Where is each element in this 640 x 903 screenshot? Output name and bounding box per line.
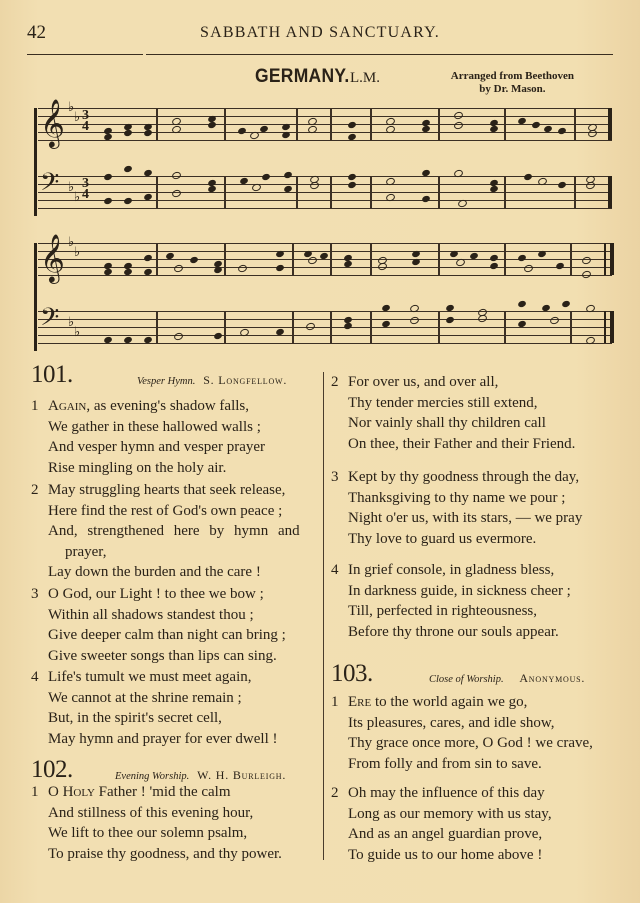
- hymn-102-verse-2: 2 For over us, and over all, Thy tender mercies still extend, Nor vainly shall thy children call On thee, their Father and their Friend.: [331, 374, 576, 452]
- tune-meter: L.M.: [350, 70, 380, 86]
- treble-clef-icon: 𝄞: [40, 98, 65, 147]
- running-title: SABBATH AND SANCTUARY.: [200, 24, 440, 41]
- flat-icon: ♭: [74, 325, 81, 340]
- treble-clef-icon: 𝄞: [40, 233, 65, 282]
- tune-arranger: [451, 70, 574, 96]
- hymn-101-verse-1: 1 Again, as evening's shadow falls, We gather in these hallowed walls ; And vesper hymn and vesper prayer Rise mingling on the holy air.: [31, 398, 266, 476]
- treble-staff: [38, 233, 612, 282]
- bass-staff: [38, 168, 612, 208]
- column-divider: [323, 372, 324, 860]
- page-number: 42: [27, 22, 46, 43]
- hymn-title: Close of Worship.: [429, 674, 504, 685]
- hymn-102-verse-4: 4 In grief console, in gladness bless, In darkness guide, in sickness cheer ; Till, perfected in righteousness, Before thy throne our souls appear.: [331, 562, 571, 640]
- arranger-line-2: by Dr. Mason.: [479, 83, 546, 95]
- flat-icon: ♭: [74, 245, 81, 260]
- flat-icon: ♭: [74, 190, 81, 205]
- flat-icon: ♭: [68, 180, 75, 195]
- bass-clef-icon: 𝄢: [40, 303, 60, 338]
- hymn-102-verse-3: 3 Kept by thy goodness through the day, Thanksgiving to thy name we pour ; Night o'er us, with its stars, — we pray Thy love to guard us evermore.: [331, 469, 583, 547]
- hymn-101-verse-4: 4 Life's tumult we must meet again, We cannot at the shrine remain ; But, in the spirit's secret cell, May hymn and prayer for ever dwell !: [31, 669, 278, 747]
- header-rule-left: [27, 54, 143, 55]
- bass-staff: [38, 303, 612, 343]
- hymn-author: Anonymous.: [519, 671, 586, 685]
- bass-clef-icon: 𝄢: [40, 168, 60, 203]
- hymn-102-verse-1: 1 O Holy Father ! 'mid the calm And stillness of this evening hour, We lift to thee our solemn psalm, To praise thy goodness, and thy power.: [31, 784, 282, 862]
- hymn-103-verse-2: 2 Oh may the influence of this day Long as our memory with us stay, And as an angel guardian prove, To guide us to our home above !: [331, 785, 552, 863]
- hymn-number: 102.: [31, 756, 73, 783]
- music-system-1: [34, 100, 612, 220]
- hymn-number: 101.: [31, 361, 73, 388]
- hymn-title: Evening Worship.: [115, 771, 190, 782]
- flat-icon: ♭: [68, 100, 75, 115]
- hymn-101-verse-3: 3 O God, our Light ! to thee we bow ; Within all shadows standest thou ; Give deeper calm than night can bring ; Give sweeter songs than lips can sing.: [31, 586, 286, 664]
- hymn-number: 103.: [331, 660, 373, 687]
- running-head: [27, 22, 613, 44]
- flat-icon: ♭: [74, 110, 81, 125]
- tune-name: GERMANY.: [255, 66, 350, 87]
- flat-icon: ♭: [68, 235, 75, 250]
- hymn-103-verse-1: 1 Ere to the world again we go, Its pleasures, cares, and idle show, Thy grace once more, O God ! we crave, From folly and from sin to save.: [331, 694, 593, 772]
- music-system-2: [34, 235, 612, 355]
- hymn-author: S. Longfellow.: [203, 373, 288, 387]
- time-signature: 3 4: [82, 176, 89, 202]
- time-signature: 3 4: [82, 108, 89, 134]
- hymn-author: W. H. Burleigh.: [197, 768, 287, 782]
- header-rule-right: [146, 54, 613, 55]
- hymn-heading: [429, 671, 585, 686]
- arranger-line-1: Arranged from Beethoven: [450, 70, 574, 82]
- treble-staff: [38, 98, 612, 147]
- system-brace: [34, 243, 37, 351]
- hymn-heading: [115, 768, 286, 783]
- hymn-title: Vesper Hymn.: [137, 376, 196, 387]
- hymn-heading: [137, 373, 287, 388]
- flat-icon: ♭: [68, 315, 75, 330]
- system-brace: [34, 108, 37, 216]
- hymn-101-verse-2: 2 May struggling hearts that seek release, Here find the rest of God's own peace ; And, strengthened here by hymn and prayer, Lay down the burden and the care !: [31, 482, 300, 580]
